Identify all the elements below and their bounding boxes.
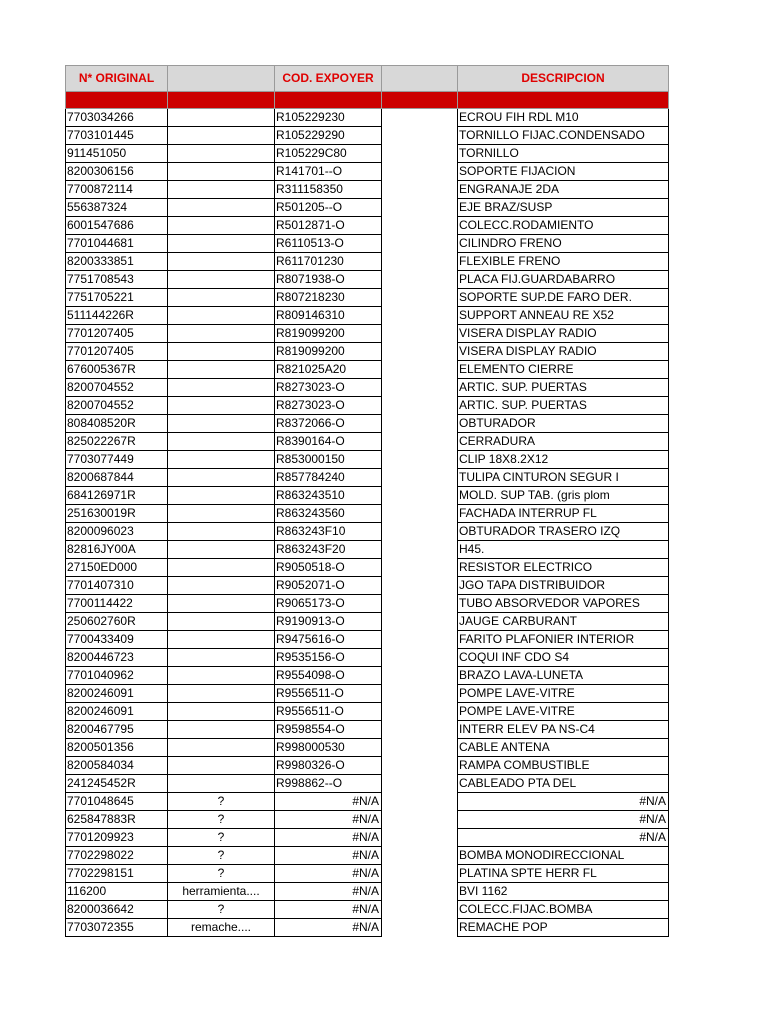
table-row [66, 667, 669, 685]
header-note [168, 66, 275, 92]
cell-cod-expoyer[interactable]: R998000530 [275, 739, 382, 757]
table-row [66, 487, 669, 505]
cell-note[interactable] [168, 343, 275, 361]
cell-empty [382, 721, 458, 739]
parts-table [65, 65, 669, 937]
cell-cod-expoyer[interactable]: R9065173-O [275, 595, 382, 613]
cell-note[interactable]: herramienta.... [168, 883, 275, 901]
cell-descripcion[interactable]: BOMBA MONODIRECCIONAL [458, 847, 669, 865]
cell-descripcion[interactable]: ECROU FIH RDL M10 [458, 109, 669, 127]
cell-descripcion[interactable]: TORNILLO [458, 145, 669, 163]
cell-empty [382, 703, 458, 721]
cell-descripcion[interactable]: ELEMENTO CIERRE [458, 361, 669, 379]
cell-cod-expoyer[interactable]: R141701--O [275, 163, 382, 181]
cell-note[interactable] [168, 253, 275, 271]
cell-cod-expoyer[interactable]: R105229230 [275, 109, 382, 127]
cell-empty [382, 613, 458, 631]
cell-empty [382, 739, 458, 757]
cell-note[interactable]: ? [168, 847, 275, 865]
header-blank [382, 66, 458, 92]
cell-empty [382, 577, 458, 595]
table-row [66, 433, 669, 451]
cell-note[interactable] [168, 721, 275, 739]
cell-cod-expoyer[interactable]: R105229290 [275, 127, 382, 145]
cell-note[interactable] [168, 649, 275, 667]
cell-original[interactable]: 7701209923 [66, 829, 168, 847]
table-row [66, 325, 669, 343]
cell-cod-expoyer[interactable]: R807218230 [275, 289, 382, 307]
table-row [66, 703, 669, 721]
cell-cod-expoyer[interactable]: R9535156-O [275, 649, 382, 667]
cell-descripcion[interactable]: ARTIC. SUP. PUERTAS [458, 397, 669, 415]
cell-note[interactable] [168, 631, 275, 649]
cell-original[interactable]: 7703072355 [66, 919, 168, 937]
cell-descripcion[interactable]: POMPE LAVE-VITRE [458, 685, 669, 703]
red-band-cell [66, 92, 168, 109]
table-row [66, 559, 669, 577]
table-row [66, 163, 669, 181]
cell-descripcion[interactable]: FACHADA INTERRUP FL [458, 505, 669, 523]
cell-cod-expoyer[interactable]: R9556511-O [275, 685, 382, 703]
cell-original[interactable]: 250602760R [66, 613, 168, 631]
cell-cod-expoyer[interactable]: R8071938-O [275, 271, 382, 289]
cell-descripcion[interactable]: INTERR ELEV PA NS-C4 [458, 721, 669, 739]
cell-cod-expoyer[interactable]: R5012871-O [275, 217, 382, 235]
cell-cod-expoyer[interactable]: R8273023-O [275, 397, 382, 415]
table-row [66, 775, 669, 793]
cell-note[interactable] [168, 757, 275, 775]
cell-note[interactable] [168, 145, 275, 163]
cell-cod-expoyer[interactable]: #N/A [275, 901, 382, 919]
header-descripcion: DESCRIPCION [458, 66, 669, 92]
spreadsheet [65, 65, 668, 937]
cell-note[interactable]: ? [168, 811, 275, 829]
cell-original[interactable]: 7700872114 [66, 181, 168, 199]
cell-empty [382, 397, 458, 415]
cell-descripcion[interactable]: SOPORTE SUP.DE FARO DER. [458, 289, 669, 307]
cell-cod-expoyer[interactable]: R821025A20 [275, 361, 382, 379]
table-row [66, 127, 669, 145]
cell-cod-expoyer[interactable]: #N/A [275, 883, 382, 901]
cell-original[interactable]: 625847883R [66, 811, 168, 829]
cell-original[interactable]: 7751705221 [66, 289, 168, 307]
cell-original[interactable]: 684126971R [66, 487, 168, 505]
cell-cod-expoyer[interactable]: R611701230 [275, 253, 382, 271]
cell-original[interactable]: 8200246091 [66, 685, 168, 703]
cell-original[interactable]: 8200704552 [66, 397, 168, 415]
cell-original[interactable]: 7703101445 [66, 127, 168, 145]
cell-cod-expoyer[interactable]: R9980326-O [275, 757, 382, 775]
cell-descripcion[interactable]: CLIP 18X8.2X12 [458, 451, 669, 469]
cell-descripcion[interactable]: BRAZO LAVA-LUNETA [458, 667, 669, 685]
table-row [66, 739, 669, 757]
cell-empty [382, 181, 458, 199]
cell-cod-expoyer[interactable]: R809146310 [275, 307, 382, 325]
table-row [66, 901, 669, 919]
cell-empty [382, 343, 458, 361]
cell-note[interactable] [168, 595, 275, 613]
cell-note[interactable]: ? [168, 829, 275, 847]
cell-empty [382, 847, 458, 865]
table-row [66, 181, 669, 199]
cell-descripcion[interactable]: SUPPORT ANNEAU RE X52 [458, 307, 669, 325]
cell-descripcion[interactable]: TUBO ABSORVEDOR VAPORES [458, 595, 669, 613]
cell-empty [382, 415, 458, 433]
cell-original[interactable]: 8200584034 [66, 757, 168, 775]
cell-original[interactable]: 116200 [66, 883, 168, 901]
cell-original[interactable]: 7701407310 [66, 577, 168, 595]
cell-empty [382, 325, 458, 343]
table-row [66, 757, 669, 775]
cell-original[interactable]: 7701207405 [66, 343, 168, 361]
cell-empty [382, 469, 458, 487]
table-row [66, 649, 669, 667]
cell-empty [382, 919, 458, 937]
table-row [66, 541, 669, 559]
cell-empty [382, 811, 458, 829]
cell-original[interactable]: 911451050 [66, 145, 168, 163]
cell-cod-expoyer[interactable]: R311158350 [275, 181, 382, 199]
cell-descripcion[interactable]: FARITO PLAFONIER INTERIOR [458, 631, 669, 649]
cell-descripcion[interactable]: CILINDRO FRENO [458, 235, 669, 253]
cell-cod-expoyer[interactable]: R9556511-O [275, 703, 382, 721]
table-row [66, 883, 669, 901]
cell-descripcion[interactable]: TORNILLO FIJAC.CONDENSADO [458, 127, 669, 145]
cell-descripcion[interactable]: CABLE ANTENA [458, 739, 669, 757]
cell-note[interactable] [168, 127, 275, 145]
table-row [66, 865, 669, 883]
cell-descripcion[interactable]: SOPORTE FIJACION [458, 163, 669, 181]
table-row [66, 577, 669, 595]
cell-original[interactable]: 8200446723 [66, 649, 168, 667]
cell-original[interactable]: 8200246091 [66, 703, 168, 721]
cell-cod-expoyer[interactable]: #N/A [275, 865, 382, 883]
cell-empty [382, 829, 458, 847]
cell-descripcion[interactable]: OBTURADOR TRASERO IZQ [458, 523, 669, 541]
cell-original[interactable]: 7701040962 [66, 667, 168, 685]
cell-original[interactable]: 82816JY00A [66, 541, 168, 559]
cell-empty [382, 505, 458, 523]
table-row [66, 793, 669, 811]
cell-note[interactable] [168, 577, 275, 595]
cell-cod-expoyer[interactable]: R8372066-O [275, 415, 382, 433]
cell-note[interactable] [168, 325, 275, 343]
cell-original[interactable]: 251630019R [66, 505, 168, 523]
cell-original[interactable]: 241245452R [66, 775, 168, 793]
table-row [66, 253, 669, 271]
cell-empty [382, 199, 458, 217]
cell-descripcion[interactable]: ARTIC. SUP. PUERTAS [458, 379, 669, 397]
cell-cod-expoyer[interactable]: R6110513-O [275, 235, 382, 253]
cell-note[interactable] [168, 307, 275, 325]
cell-note[interactable] [168, 613, 275, 631]
cell-empty [382, 253, 458, 271]
cell-empty [382, 775, 458, 793]
cell-note[interactable] [168, 541, 275, 559]
cell-original[interactable]: 8200036642 [66, 901, 168, 919]
cell-cod-expoyer[interactable]: R8390164-O [275, 433, 382, 451]
cell-empty [382, 379, 458, 397]
cell-cod-expoyer[interactable]: R9475616-O [275, 631, 382, 649]
cell-original[interactable]: 8200096023 [66, 523, 168, 541]
cell-note[interactable] [168, 739, 275, 757]
cell-empty [382, 685, 458, 703]
cell-note[interactable] [168, 451, 275, 469]
table-row [66, 343, 669, 361]
red-band-cell [382, 92, 458, 109]
cell-cod-expoyer[interactable]: #N/A [275, 919, 382, 937]
cell-descripcion[interactable]: #N/A [458, 829, 669, 847]
cell-note[interactable] [168, 505, 275, 523]
cell-note[interactable]: ? [168, 901, 275, 919]
header-original: N* ORIGINAL [66, 66, 168, 92]
cell-original[interactable]: 27150ED000 [66, 559, 168, 577]
cell-descripcion[interactable]: H45. [458, 541, 669, 559]
cell-note[interactable] [168, 667, 275, 685]
cell-note[interactable] [168, 361, 275, 379]
cell-original[interactable]: 7703077449 [66, 451, 168, 469]
cell-cod-expoyer[interactable]: R819099200 [275, 343, 382, 361]
cell-empty [382, 667, 458, 685]
table-row [66, 379, 669, 397]
table-row [66, 613, 669, 631]
cell-note[interactable] [168, 397, 275, 415]
cell-empty [382, 757, 458, 775]
cell-original[interactable]: 511144226R [66, 307, 168, 325]
cell-descripcion[interactable]: CABLEADO PTA DEL [458, 775, 669, 793]
table-row [66, 505, 669, 523]
cell-cod-expoyer[interactable]: R863243560 [275, 505, 382, 523]
cell-cod-expoyer[interactable]: R8273023-O [275, 379, 382, 397]
cell-original[interactable]: 8200467795 [66, 721, 168, 739]
cell-note[interactable] [168, 217, 275, 235]
cell-note[interactable] [168, 271, 275, 289]
cell-descripcion[interactable]: #N/A [458, 793, 669, 811]
cell-original[interactable]: 7702298022 [66, 847, 168, 865]
cell-empty [382, 163, 458, 181]
table-row [66, 307, 669, 325]
table-body [66, 109, 669, 937]
cell-descripcion[interactable]: FLEXIBLE FRENO [458, 253, 669, 271]
cell-empty [382, 559, 458, 577]
cell-descripcion[interactable]: EJE BRAZ/SUSP [458, 199, 669, 217]
cell-cod-expoyer[interactable]: #N/A [275, 829, 382, 847]
table-row [66, 397, 669, 415]
cell-note[interactable]: remache.... [168, 919, 275, 937]
cell-descripcion[interactable]: #N/A [458, 811, 669, 829]
table-row [66, 109, 669, 127]
cell-note[interactable]: ? [168, 865, 275, 883]
cell-descripcion[interactable]: COLECC.RODAMIENTO [458, 217, 669, 235]
cell-original[interactable]: 7751708543 [66, 271, 168, 289]
cell-empty [382, 451, 458, 469]
table-row [66, 145, 669, 163]
cell-empty [382, 361, 458, 379]
cell-original[interactable]: 8200501356 [66, 739, 168, 757]
red-band-cell [168, 92, 275, 109]
cell-empty [382, 289, 458, 307]
cell-cod-expoyer[interactable]: #N/A [275, 811, 382, 829]
cell-empty [382, 649, 458, 667]
cell-descripcion[interactable]: REMACHE POP [458, 919, 669, 937]
table-row [66, 523, 669, 541]
cell-empty [382, 865, 458, 883]
table-row [66, 217, 669, 235]
cell-cod-expoyer[interactable]: R9190913-O [275, 613, 382, 631]
cell-original[interactable]: 7701207405 [66, 325, 168, 343]
cell-original[interactable]: 8200687844 [66, 469, 168, 487]
table-row [66, 451, 669, 469]
cell-cod-expoyer[interactable]: R9052071-O [275, 577, 382, 595]
cell-descripcion[interactable]: MOLD. SUP TAB. (gris plom [458, 487, 669, 505]
table-row [66, 361, 669, 379]
cell-original[interactable]: 7701048645 [66, 793, 168, 811]
table-row [66, 685, 669, 703]
cell-note[interactable] [168, 487, 275, 505]
cell-cod-expoyer[interactable]: R857784240 [275, 469, 382, 487]
table-row [66, 919, 669, 937]
cell-note[interactable] [168, 163, 275, 181]
cell-descripcion[interactable]: ENGRANAJE 2DA [458, 181, 669, 199]
table-row [66, 631, 669, 649]
cell-descripcion[interactable]: JGO TAPA DISTRIBUIDOR [458, 577, 669, 595]
cell-empty [382, 883, 458, 901]
table-row [66, 721, 669, 739]
table-row [66, 235, 669, 253]
cell-empty [382, 901, 458, 919]
cell-cod-expoyer[interactable]: R9598554-O [275, 721, 382, 739]
cell-empty [382, 523, 458, 541]
cell-cod-expoyer[interactable]: R863243510 [275, 487, 382, 505]
cell-descripcion[interactable]: COQUI INF CDO S4 [458, 649, 669, 667]
cell-descripcion[interactable]: VISERA DISPLAY RADIO [458, 325, 669, 343]
cell-empty [382, 271, 458, 289]
cell-original[interactable]: 6001547686 [66, 217, 168, 235]
cell-empty [382, 127, 458, 145]
cell-empty [382, 793, 458, 811]
cell-note[interactable] [168, 199, 275, 217]
cell-descripcion[interactable]: JAUGE CARBURANT [458, 613, 669, 631]
cell-note[interactable] [168, 379, 275, 397]
cell-original[interactable]: 825022267R [66, 433, 168, 451]
table-row [66, 289, 669, 307]
cell-original[interactable]: 7700114422 [66, 595, 168, 613]
cell-original[interactable]: 7702298151 [66, 865, 168, 883]
cell-descripcion[interactable]: POMPE LAVE-VITRE [458, 703, 669, 721]
cell-descripcion[interactable]: PLATINA SPTE HERR FL [458, 865, 669, 883]
table-row [66, 415, 669, 433]
cell-cod-expoyer[interactable]: R863243F20 [275, 541, 382, 559]
cell-empty [382, 433, 458, 451]
table-row [66, 829, 669, 847]
cell-note[interactable] [168, 469, 275, 487]
table-row [66, 199, 669, 217]
cell-cod-expoyer[interactable]: R819099200 [275, 325, 382, 343]
cell-cod-expoyer[interactable]: R501205--O [275, 199, 382, 217]
red-band-cell [458, 92, 669, 109]
cell-descripcion[interactable]: TULIPA CINTURON SEGUR I [458, 469, 669, 487]
cell-descripcion[interactable]: CERRADURA [458, 433, 669, 451]
cell-cod-expoyer[interactable]: R863243F10 [275, 523, 382, 541]
cell-empty [382, 307, 458, 325]
cell-note[interactable] [168, 109, 275, 127]
cell-original[interactable]: 8200306156 [66, 163, 168, 181]
cell-note[interactable] [168, 775, 275, 793]
cell-original[interactable]: 7703034266 [66, 109, 168, 127]
cell-descripcion[interactable]: VISERA DISPLAY RADIO [458, 343, 669, 361]
cell-empty [382, 631, 458, 649]
cell-descripcion[interactable]: OBTURADOR [458, 415, 669, 433]
cell-note[interactable] [168, 703, 275, 721]
header-cod-expoyer: COD. EXPOYER [275, 66, 382, 92]
cell-original[interactable]: 7701044681 [66, 235, 168, 253]
cell-original[interactable]: 7700433409 [66, 631, 168, 649]
cell-note[interactable] [168, 235, 275, 253]
cell-note[interactable] [168, 415, 275, 433]
cell-original[interactable]: 8200704552 [66, 379, 168, 397]
cell-note[interactable] [168, 559, 275, 577]
cell-note[interactable] [168, 181, 275, 199]
cell-cod-expoyer[interactable]: R105229C80 [275, 145, 382, 163]
cell-cod-expoyer[interactable]: R998862--O [275, 775, 382, 793]
red-band-cell [275, 92, 382, 109]
red-band-row [66, 92, 669, 109]
table-row [66, 811, 669, 829]
header-row [66, 66, 669, 92]
table-row [66, 271, 669, 289]
cell-cod-expoyer[interactable]: R853000150 [275, 451, 382, 469]
cell-note[interactable] [168, 433, 275, 451]
table-row [66, 469, 669, 487]
cell-descripcion[interactable]: BVI 1162 [458, 883, 669, 901]
cell-original[interactable]: 676005367R [66, 361, 168, 379]
cell-original[interactable]: 808408520R [66, 415, 168, 433]
cell-original[interactable]: 556387324 [66, 199, 168, 217]
cell-original[interactable]: 8200333851 [66, 253, 168, 271]
cell-empty [382, 235, 458, 253]
cell-cod-expoyer[interactable]: R9554098-O [275, 667, 382, 685]
cell-cod-expoyer[interactable]: #N/A [275, 793, 382, 811]
cell-descripcion[interactable]: COLECC.FIJAC.BOMBA [458, 901, 669, 919]
cell-empty [382, 145, 458, 163]
cell-empty [382, 541, 458, 559]
cell-descripcion[interactable]: RESISTOR ELECTRICO [458, 559, 669, 577]
cell-note[interactable] [168, 685, 275, 703]
cell-empty [382, 595, 458, 613]
cell-note[interactable]: ? [168, 793, 275, 811]
table-row [66, 595, 669, 613]
cell-descripcion[interactable]: PLACA FIJ.GUARDABARRO [458, 271, 669, 289]
cell-empty [382, 109, 458, 127]
table-row [66, 847, 669, 865]
cell-cod-expoyer[interactable]: #N/A [275, 847, 382, 865]
cell-note[interactable] [168, 289, 275, 307]
cell-note[interactable] [168, 523, 275, 541]
cell-empty [382, 217, 458, 235]
cell-descripcion[interactable]: RAMPA COMBUSTIBLE [458, 757, 669, 775]
cell-empty [382, 487, 458, 505]
cell-cod-expoyer[interactable]: R9050518-O [275, 559, 382, 577]
